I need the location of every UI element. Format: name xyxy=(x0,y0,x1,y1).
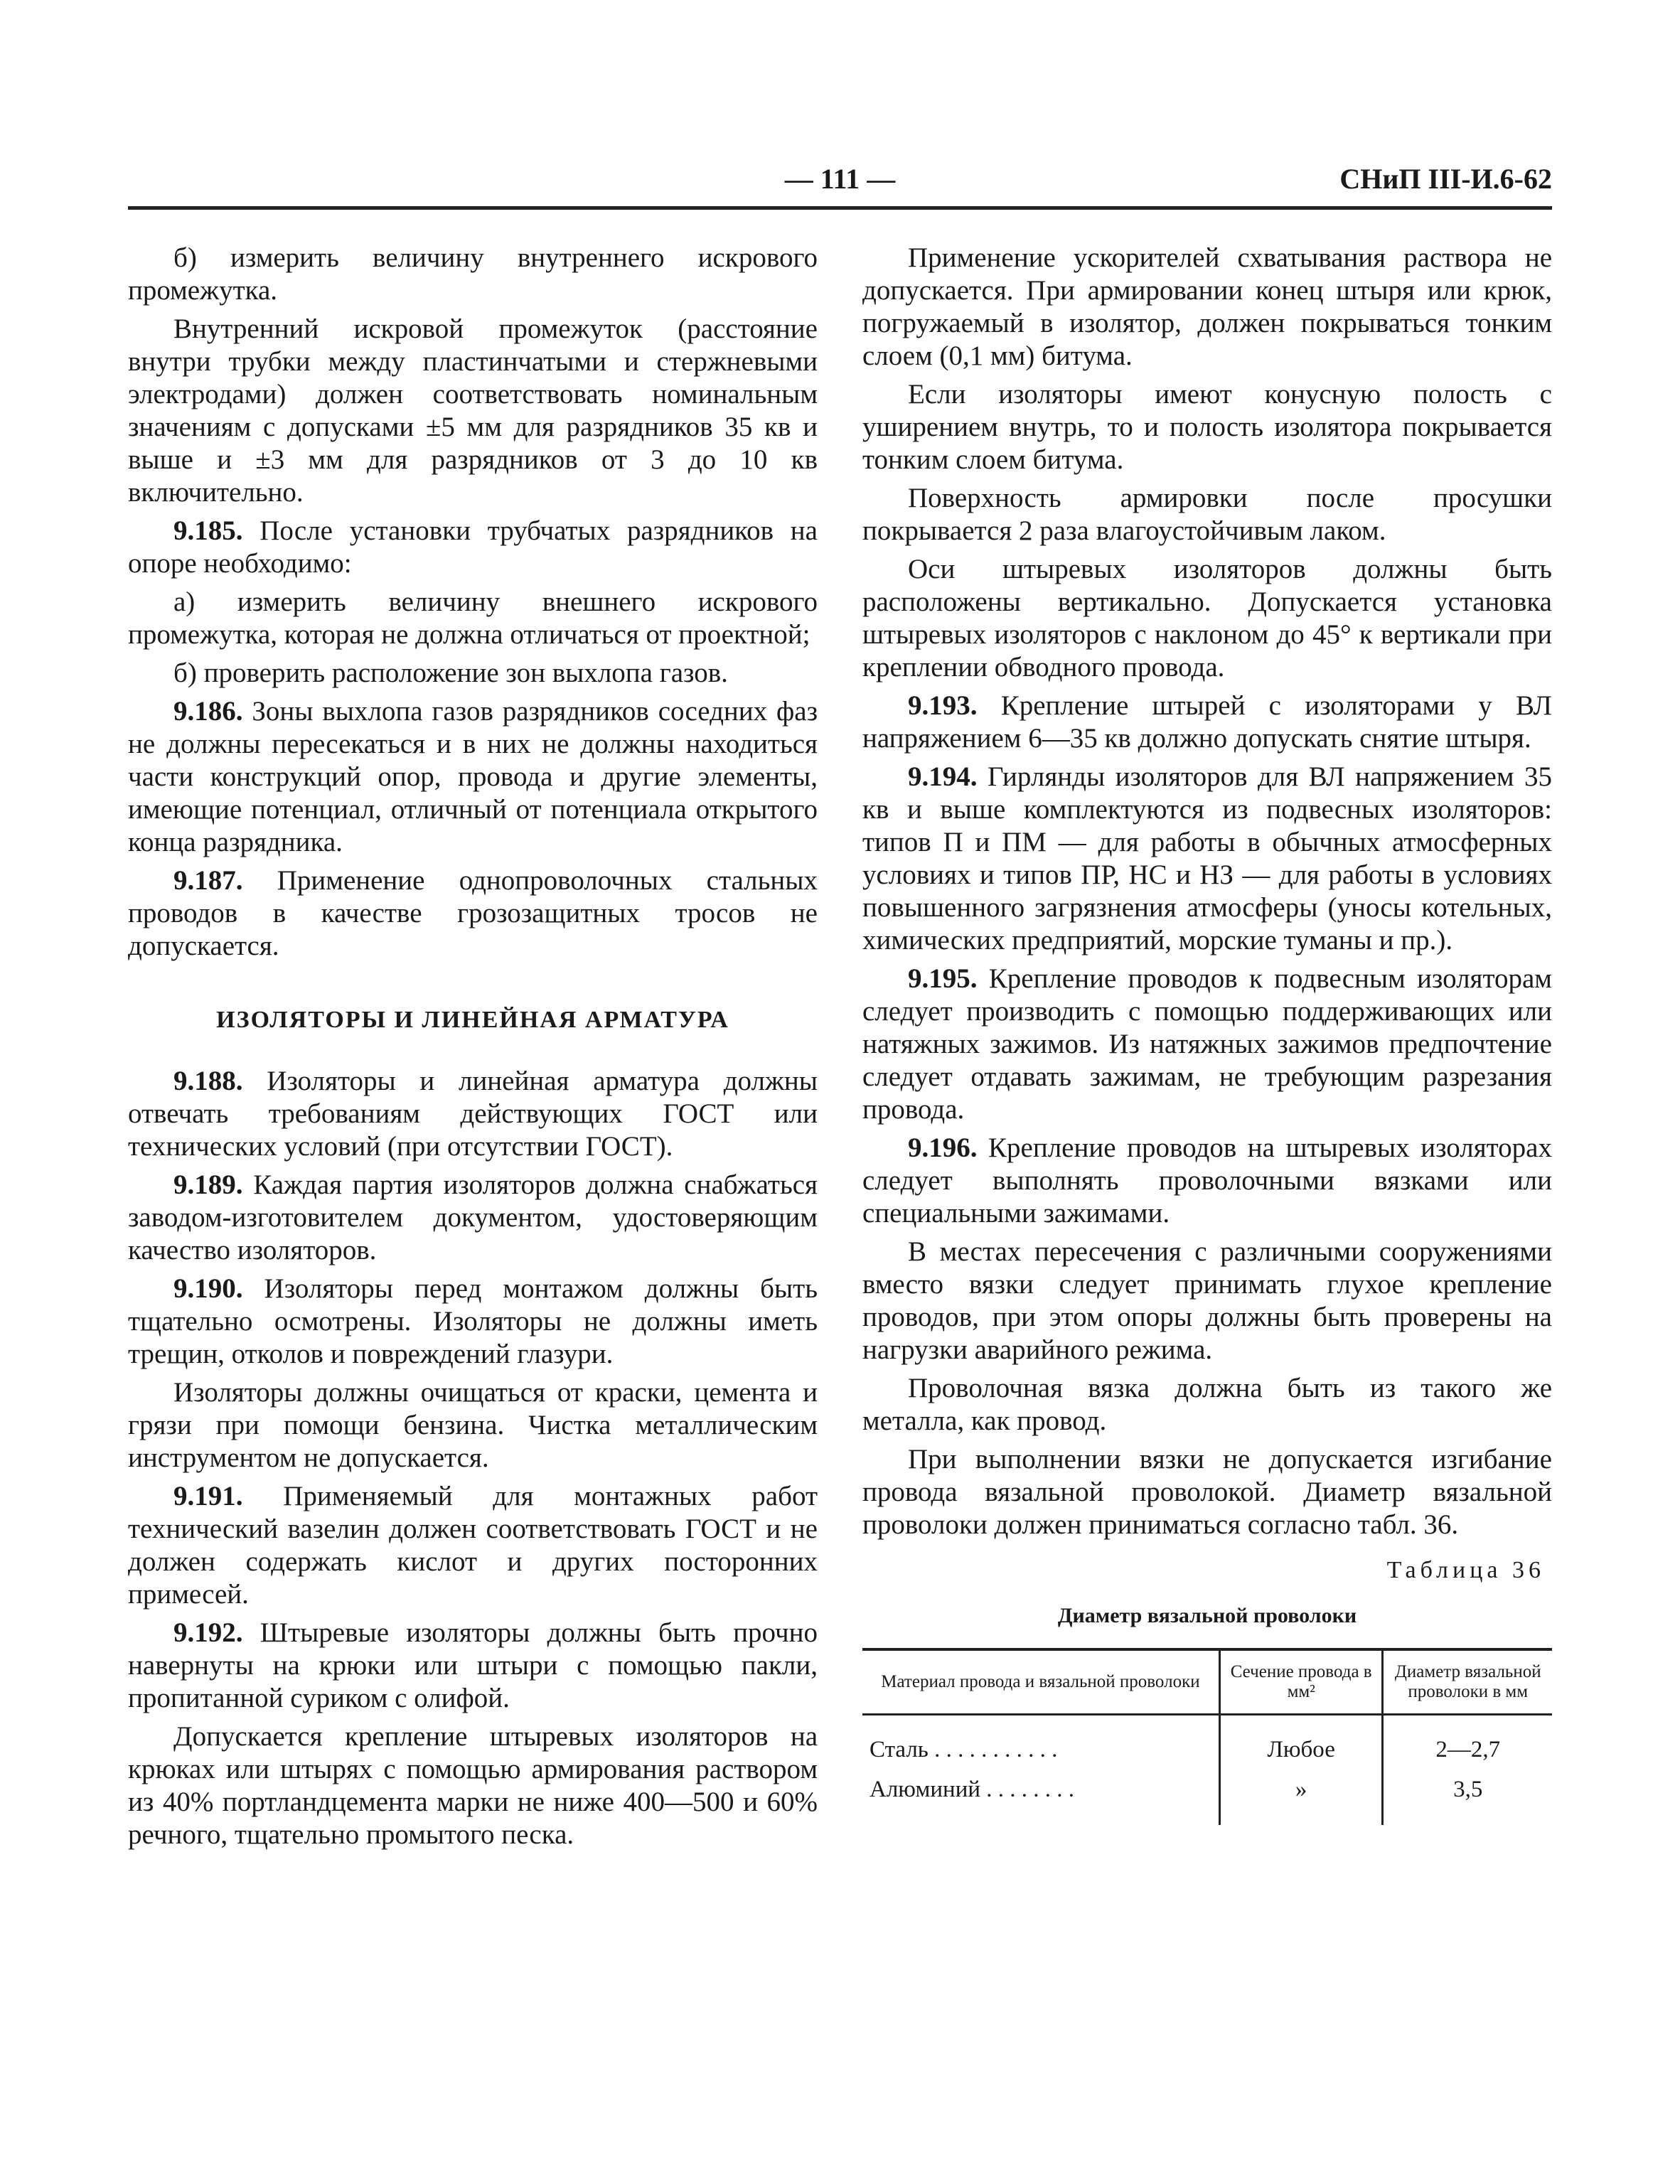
cell-material: Алюминий . . . . . . . . xyxy=(870,1777,1075,1802)
column-header-section: Сечение провода в мм² xyxy=(1219,1649,1383,1715)
paragraph: При выполнении вязки не допускается изгибание провода вязальной проволокой. Диаметр вязальной проволоки должен приниматься согласно табл. 36. xyxy=(862,1444,1552,1540)
clause-text: Применение однопроволочных стальных проводов в качестве грозозащитных тросов не допускается. xyxy=(128,865,818,961)
clause-text: Зоны выхлопа газов разрядников соседних фаз не должны пересекаться и в них не должны находиться части конструкций опор, провода и другие элементы, имеющие потенциал, отличный от потенциала открытого конца разрядника. xyxy=(128,696,818,857)
clause-9-195 xyxy=(862,963,1552,1126)
paragraph: Допускается крепление штыревых изоляторов на крюках или штырях с помощью армирования раствором из 40% портландцемента марки не ниже 400—500 и 60% речного, тщательно промытого песка. xyxy=(128,1721,818,1850)
section-title: ИЗОЛЯТОРЫ И ЛИНЕЙНАЯ АРМАТУРА xyxy=(216,1007,729,1033)
column-header-material: Материал провода и вязальной проволоки xyxy=(862,1649,1219,1715)
clause-9-188 xyxy=(128,1065,818,1163)
clause-9-186 xyxy=(128,695,818,859)
table-header-row xyxy=(862,1649,1552,1715)
paragraph: Если изоляторы имеют конусную полость с уширением внутрь, то и полость изолятора покрывается тонким слоем битума. xyxy=(862,379,1552,475)
clause-text: Штыревые изоляторы должны быть прочно навернуты на крюки или штыри с помощью пакли, пропитанной суриком с олифой. xyxy=(128,1617,818,1713)
cell-section: » xyxy=(1219,1770,1383,1825)
page-number: — 111 — xyxy=(784,163,896,195)
left-column xyxy=(128,242,818,1857)
paragraph: а) измерить величину внешнего искрового промежутка, которая не должна отличаться от проектной; xyxy=(128,587,818,650)
paragraph: б) измерить величину внутреннего искрового промежутка. xyxy=(128,242,818,306)
clause-number: 9.185. xyxy=(173,515,243,546)
paragraph: Внутренний искровой промежуток (расстояние внутри трубки между пластинчатыми и стержневыми электродами) должен соответствовать номинальным значениям с допусками ±5 мм для разрядников 35 кв и выше и ±3 мм для разрядников от 3 до 10 кв включительно. xyxy=(128,314,818,508)
clause-number: 9.193. xyxy=(908,690,978,721)
table-row xyxy=(862,1715,1552,1770)
clause-9-191 xyxy=(128,1480,818,1611)
clause-number: 9.189. xyxy=(173,1169,243,1200)
header-rule xyxy=(128,206,1552,210)
table-caption: Таблица 36 xyxy=(1386,1557,1545,1583)
cell-diameter: 2—2,7 xyxy=(1383,1715,1552,1770)
cell-diameter: 3,5 xyxy=(1383,1770,1552,1825)
clause-9-187 xyxy=(128,864,818,963)
clause-text: Изоляторы и линейная арматура должны отвечать требованиям действующих ГОСТ или технических условий (при отсутствии ГОСТ). xyxy=(128,1066,818,1162)
clause-9-190 xyxy=(128,1273,818,1371)
clause-number: 9.191. xyxy=(173,1481,243,1511)
cell-material: Сталь . . . . . . . . . . . xyxy=(870,1737,1058,1762)
clause-text: Крепление проводов на штыревых изоляторах следует выполнять проволочными вязками или специальными зажимами. xyxy=(862,1133,1552,1228)
paragraph: Поверхность армировки после просушки покрывается 2 раза влагоустойчивым лаком. xyxy=(862,483,1552,546)
clause-text: Крепление штырей с изоляторами у ВЛ напряжением 6—35 кв должно допускать снятие штыря. xyxy=(862,690,1552,754)
clause-number: 9.195. xyxy=(908,963,978,994)
clause-number: 9.188. xyxy=(173,1066,243,1096)
page-header xyxy=(128,162,1552,205)
clause-number: 9.187. xyxy=(173,865,243,896)
clause-text: Изоляторы перед монтажом должны быть тщательно осмотрены. Изоляторы не должны иметь трещин, отколов и повреждений глазури. xyxy=(128,1273,818,1369)
clause-9-196 xyxy=(862,1132,1552,1230)
clause-text: Каждая партия изоляторов должна снабжаться заводом-изготовителем документом, удостоверяющим качество изоляторов. xyxy=(128,1169,818,1265)
clause-9-193 xyxy=(862,690,1552,755)
table-row xyxy=(862,1770,1552,1825)
clause-text: После установки трубчатых разрядников на опоре необходимо: xyxy=(128,515,818,579)
paragraph: б) проверить расположение зон выхлопа газов. xyxy=(173,658,728,688)
clause-9-192 xyxy=(128,1617,818,1715)
clause-text: Гирлянды изоляторов для ВЛ напряжением 35 кв и выше комплектуются из подвесных изоляторов: типов П и ПМ — для работы в обычных атмосферных условиях и типов ПР, НС и НЗ — для работы в условиях повышенного загрязнения атмосферы (уносы котельных, химических предприятий, морские туманы и пр.). xyxy=(862,761,1552,956)
clause-text: Крепление проводов к подвесным изоляторам следует производить с помощью поддерживающих или натяжных зажимов. Из натяжных зажимов предпочтение следует отдавать зажимам, не требующим разрезания провода. xyxy=(862,963,1552,1125)
cell-section: Любое xyxy=(1219,1715,1383,1770)
column-header-diameter: Диаметр вязальной проволоки в мм xyxy=(1383,1649,1552,1715)
clause-9-189 xyxy=(128,1169,818,1267)
paragraph: Оси штыревых изоляторов должны быть расположены вертикально. Допускается установка штыревых изоляторов с наклоном до 45° к вертикали при креплении обводного провода. xyxy=(862,554,1552,682)
document-code: СНиП III-И.6-62 xyxy=(1339,163,1552,195)
clause-9-194 xyxy=(862,761,1552,957)
clause-text: Применяемый для монтажных работ технический вазелин должен соответствовать ГОСТ и не должен содержать кислот и других посторонних примесей. xyxy=(128,1481,818,1610)
paragraph: Проволочная вязка должна быть из такого же металла, как провод. xyxy=(862,1373,1552,1436)
paragraph: В местах пересечения с различными сооружениями вместо вязки следует принимать глухое крепление проводов, при этом опоры должны быть проверены на нагрузки аварийного режима. xyxy=(862,1236,1552,1365)
clause-number: 9.192. xyxy=(173,1617,243,1648)
table-title: Диаметр вязальной проволоки xyxy=(1057,1604,1357,1627)
clause-number: 9.196. xyxy=(908,1133,978,1163)
clause-number: 9.190. xyxy=(173,1273,243,1304)
clause-number: 9.194. xyxy=(908,761,978,792)
clause-number: 9.186. xyxy=(173,696,243,727)
wire-diameter-table xyxy=(862,1648,1552,1825)
clause-9-185 xyxy=(128,515,818,580)
right-column xyxy=(862,242,1552,1825)
paragraph: Изоляторы должны очищаться от краски, цемента и грязи при помощи бензина. Чистка металлическим инструментом не допускается. xyxy=(128,1377,818,1473)
paragraph: Применение ускорителей схватывания раствора не допускается. При армировании конец штыря или крюк, погружаемый в изолятор, должен покрываться тонким слоем (0,1 мм) битума. xyxy=(862,242,1552,371)
